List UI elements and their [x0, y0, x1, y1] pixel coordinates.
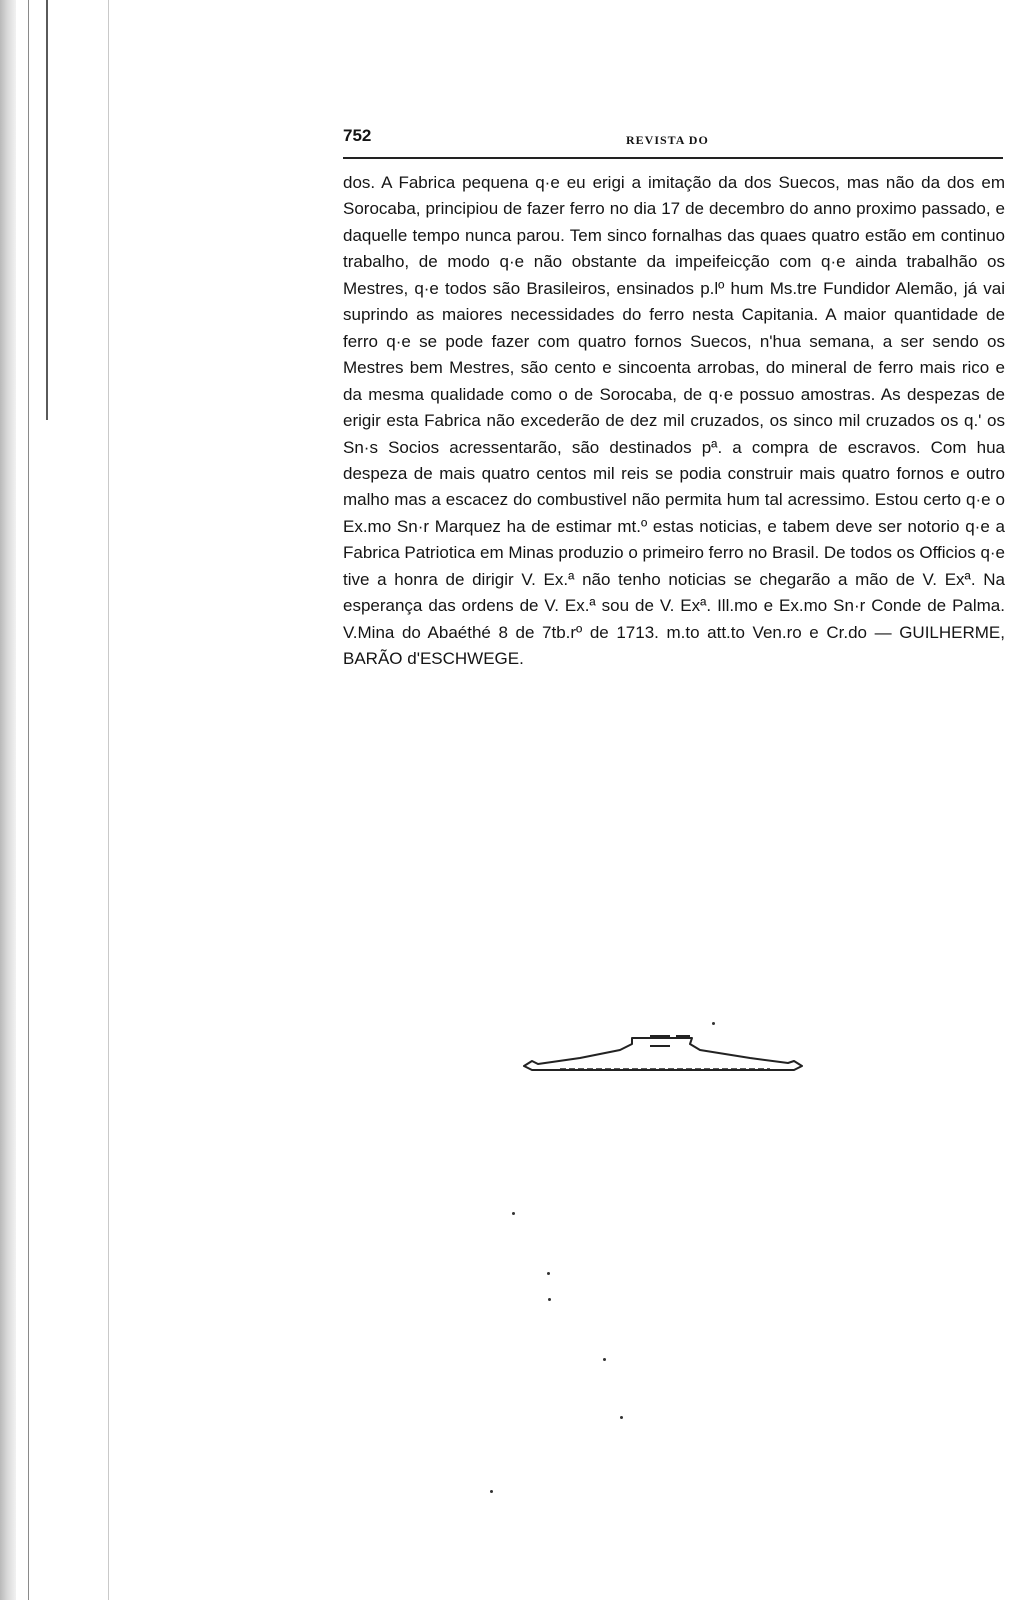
running-head: REVISTA DO	[626, 133, 709, 147]
scan-edge-shadow	[0, 0, 16, 1600]
scan-speck	[712, 1022, 715, 1025]
page-header	[343, 126, 1003, 156]
page-number: 752	[343, 126, 372, 145]
body-paragraph: dos. A Fabrica pequena q·e eu erigi a imitação da dos Suecos, mas não da dos em Sorocaba, principiou de fazer ferro no dia 17 de decembro do anno proximo passado, e daquelle tempo nunca parou. Tem sinco fornalhas das quaes quatro estão em continuo trabalho, de modo q·e não obstante da impeifeicção com q·e ainda trabalhão os Mestres, q·e todos são Brasileiros, ensinados p.lº hum Ms.tre Fundidor Alemão, já vai suprindo as maiores necessidades do ferro nesta Capitania. A maior quantidade de ferro q·e se pode fazer com quatro fornos Suecos, n'hua semana, a ser sendo os Mestres bem Mestres, são cento e sincoenta arrobas, do mineral de ferro mais rico e da mesma qualidade como o de Sorocaba, de q·e possuo amostras. As despezas de erigir esta Fabrica não excederão de dez mil cruzados, os sinco mil cruzados os q.' os Sn·s Socios acressentarão, são destinados pª. a compra de escravos. Com hua despeza de mais quatro centos mil reis se podia construir mais quatro fornos e outro malho mas a escacez do combustivel não permita hum tal acressimo. Estou certo q·e o Ex.mo Sn·r Marquez ha de estimar mt.º estas noticias, e tabem deve ser notorio q·e a Fabrica Patriotica em Minas produzio o primeiro ferro no Brasil. De todos os Officios q·e tive a honra de dirigir V. Ex.ª não tenho noticias se chegarão a mão de V. Exª. Na esperança das ordens de V. Ex.ª sou de V. Exª. Ill.mo e Ex.mo Sn·r Conde de Palma. V.Mina do Abaéthé 8 de 7tb.rº de 1713. m.to att.to Ven.ro e Cr.do — GUILHERME, BARÃO d'ESCHWEGE.	[343, 173, 1006, 669]
header-rule	[343, 157, 1003, 159]
scan-speck	[490, 1490, 493, 1493]
tailpiece-ornament-icon	[520, 1028, 805, 1078]
scan-artifact-line	[108, 0, 109, 1600]
scan-speck	[620, 1416, 623, 1419]
scan-speck	[547, 1272, 550, 1275]
scan-speck	[512, 1212, 515, 1215]
scan-speck	[548, 1298, 551, 1301]
scan-artifact-line	[46, 0, 48, 420]
scan-speck	[603, 1358, 606, 1361]
scan-artifact-line	[28, 0, 29, 1600]
body-text	[343, 170, 1005, 673]
